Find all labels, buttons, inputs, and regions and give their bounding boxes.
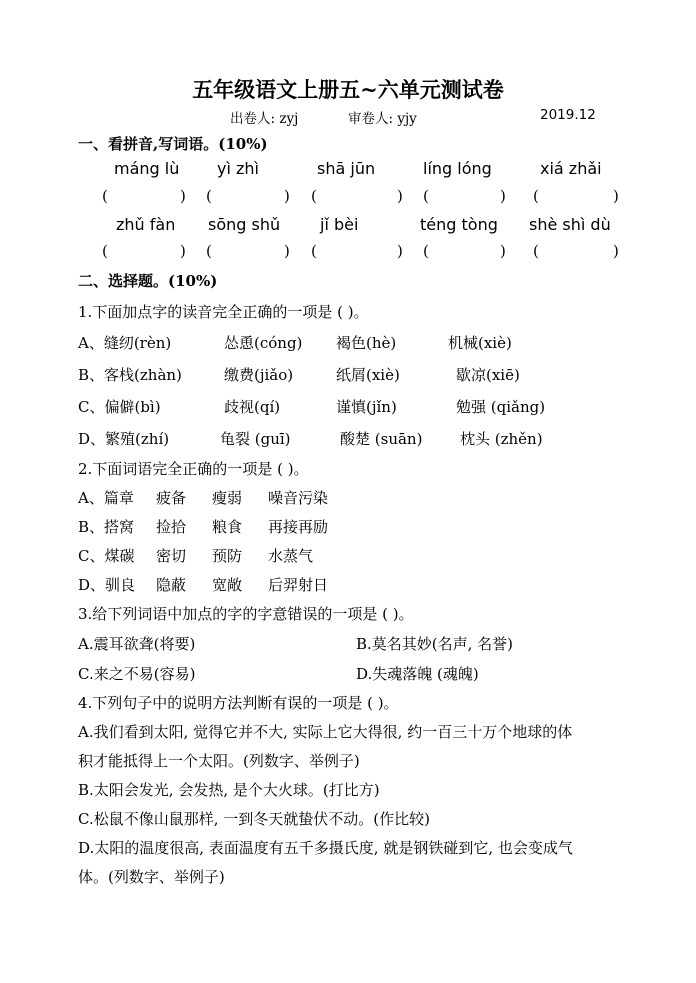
option-c-word-4: 勉强 (qiǎng): [456, 398, 546, 416]
pinyin-item: sōng shǔ: [208, 215, 281, 234]
question-1-stem: 1.下面加点字的读音完全正确的一项是 ( )。: [78, 303, 369, 321]
answer-bracket-close: ): [613, 242, 619, 260]
answer-bracket-close: ): [500, 242, 506, 260]
option-b-word-1: B、搭窝: [78, 518, 135, 536]
option-c-word-4: 水蒸气: [268, 547, 314, 565]
answer-bracket-open: (: [311, 187, 317, 205]
option-a-word-4: 噪音污染: [268, 489, 329, 507]
answer-bracket-close: ): [180, 187, 186, 205]
option-d-word-1: D、繁殖(zhí): [78, 430, 170, 448]
answer-bracket-close: ): [397, 187, 403, 205]
option-a-word-2: 怂恿(cóng): [224, 334, 303, 352]
question-4-stem: 4.下列句子中的说明方法判断有误的一项是 ( )。: [78, 694, 399, 712]
option-d-word-1: D、驯良: [78, 576, 136, 594]
option-a-word-1: A、缝纫(rèn): [78, 334, 172, 352]
section2-heading: 二、选择题。(10%): [78, 272, 218, 290]
pinyin-item: shè shì dù: [529, 215, 611, 234]
answer-bracket-close: ): [397, 242, 403, 260]
option-c-word-3: 预防: [212, 547, 243, 565]
answer-bracket-close: ): [180, 242, 186, 260]
option-b-word-2: 捡拾: [156, 518, 187, 536]
answer-bracket-open: (: [102, 187, 108, 205]
question-4-option-a-line-1: A.我们看到太阳, 觉得它并不大, 实际上它大得很, 约一百三十万个地球的体: [78, 723, 573, 741]
question-3-option-b: B.莫名其妙(名声, 名誉): [356, 635, 514, 653]
answer-bracket-open: (: [206, 187, 212, 205]
author-label: 出卷人: zyj: [230, 111, 299, 127]
option-b-word-4: 再接再励: [268, 518, 329, 536]
question-4-option-b: B.太阳会发光, 会发热, 是个大火球。(打比方): [78, 781, 380, 799]
question-4-option-d-line-2: 体。(列数字、举例子): [78, 868, 225, 886]
pinyin-item: líng lóng: [423, 159, 492, 178]
pinyin-item: yì zhì: [217, 159, 259, 178]
question-3-option-d: D.失魂落魄 (魂魄): [356, 665, 479, 683]
option-b-word-1: B、客栈(zhàn): [78, 366, 182, 384]
option-b-word-4: 歇凉(xiē): [456, 366, 520, 384]
date-label: 2019.12: [540, 107, 596, 123]
answer-bracket-open: (: [102, 242, 108, 260]
option-d-word-2: 隐蔽: [156, 576, 187, 594]
section1-heading: 一、看拼音,写词语。(10%): [78, 135, 268, 153]
option-d-word-2: 龟裂 (guī): [220, 430, 291, 448]
answer-bracket-close: ): [284, 242, 290, 260]
pinyin-item: máng lù: [114, 159, 180, 178]
pinyin-item: zhǔ fàn: [116, 215, 176, 234]
answer-bracket-open: (: [533, 242, 539, 260]
pinyin-item: xiá zhǎi: [540, 159, 602, 178]
question-2-stem: 2.下面词语完全正确的一项是 ( )。: [78, 460, 309, 478]
question-4-option-a-line-2: 积才能抵得上一个太阳。(列数字、举例子): [78, 752, 360, 770]
answer-bracket-open: (: [423, 242, 429, 260]
option-d-word-3: 酸楚 (suān): [340, 430, 423, 448]
option-b-word-3: 纸屑(xiè): [336, 366, 400, 384]
question-3-option-c: C.来之不易(容易): [78, 665, 196, 683]
answer-bracket-open: (: [533, 187, 539, 205]
option-d-word-3: 宽敞: [212, 576, 243, 594]
option-c-word-1: C、煤碳: [78, 547, 135, 565]
pinyin-item: jǐ bèi: [320, 215, 359, 234]
option-a-word-4: 机械(xiè): [448, 334, 512, 352]
pinyin-item: shā jūn: [317, 159, 376, 178]
answer-bracket-open: (: [311, 242, 317, 260]
option-c-word-2: 密切: [156, 547, 187, 565]
option-d-word-4: 枕头 (zhěn): [460, 430, 543, 448]
question-3-option-a: A.震耳欲聋(将要): [78, 635, 196, 653]
option-c-word-1: C、偏僻(bì): [78, 398, 161, 416]
reviewer-label: 审卷人: yjy: [348, 111, 417, 127]
page-title: 五年级语文上册五~六单元测试卷: [192, 77, 504, 102]
answer-bracket-open: (: [206, 242, 212, 260]
option-a-word-1: A、篇章: [78, 489, 134, 507]
option-c-word-3: 谨慎(jǐn): [336, 398, 397, 416]
answer-bracket-close: ): [613, 187, 619, 205]
answer-bracket-close: ): [284, 187, 290, 205]
option-b-word-3: 粮食: [212, 518, 243, 536]
option-c-word-2: 歧视(qí): [224, 398, 281, 416]
answer-bracket-open: (: [423, 187, 429, 205]
option-a-word-2: 疲备: [156, 489, 187, 507]
question-3-stem: 3.给下列词语中加点的字的字意错误的一项是 ( )。: [78, 605, 414, 623]
pinyin-item: téng tòng: [420, 215, 498, 234]
question-4-option-c: C.松鼠不像山鼠那样, 一到冬天就蛰伏不动。(作比较): [78, 810, 430, 828]
answer-bracket-close: ): [500, 187, 506, 205]
option-a-word-3: 瘦弱: [212, 489, 243, 507]
question-4-option-d-line-1: D.太阳的温度很高, 表面温度有五千多摄氏度, 就是钢铁碰到它, 也会变成气: [78, 839, 573, 857]
option-d-word-4: 后羿射日: [268, 576, 329, 594]
option-b-word-2: 缴费(jiǎo): [224, 366, 294, 384]
option-a-word-3: 褐色(hè): [336, 334, 397, 352]
